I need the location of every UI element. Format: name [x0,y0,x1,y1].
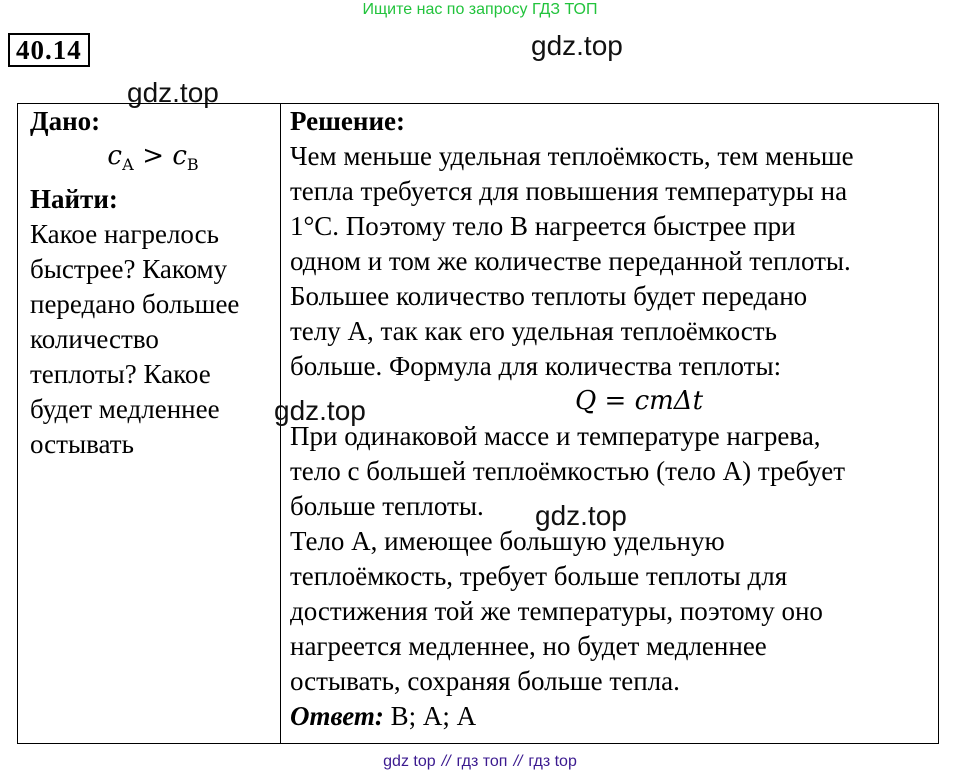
footer-separator: // [441,753,451,770]
heat-formula: Q = cmΔt [574,386,704,416]
given-heading: Дано: [30,106,101,136]
footer-separator: // [513,753,523,770]
top-banner: Ищите нас по запросу ГДЗ ТОП [362,1,598,18]
find-heading: Найти: [30,184,118,215]
given-column [30,104,276,462]
watermark: gdz.top [274,395,366,426]
footer-link[interactable]: гдз топ [456,753,508,770]
answer-text: В; А; А [390,701,477,731]
watermark: gdz.top [535,500,627,531]
footer-link[interactable]: гдз top [528,753,577,770]
solution-table [17,103,939,744]
find-question: Какое нагрелось быстрее? Какому передано большее количество теплоты? Какое будет медленнее остывать [30,219,240,460]
solution-column [290,104,936,734]
solution-paragraph-3: Тело А, имеющее большую удельную теплоёмкость, требует больше теплоты для достижения той же температуры, поэтому оно нагреется медленнее, но будет медленнее остывать, сохраняя больше тепла. [290,526,823,696]
task-number: 40.14 [8,33,90,67]
answer-line [290,699,936,734]
solution-paragraph-2: При одинаковой массе и температуре нагрева, тело с большей теплоёмкостью (тело А) требует больше теплоты. [290,421,846,521]
watermark: gdz.top [531,30,623,61]
given-formula: $c_А > c_В$ [107,141,199,175]
footer-links [0,753,960,771]
solution-paragraph-1: Чем меньше удельная теплоёмкость, тем меньше тепла требуется для повышения температуры на 1°С. Поэтому тело В нагреется быстрее при одном и том же количестве переданной теплоты. Большее количество теплоты будет передано телу А, так как его удельная теплоёмкость больше. Формула для количества теплоты: [290,141,854,381]
solution-heading: Решение: [290,106,405,136]
watermark: gdz.top [127,77,219,108]
answer-label: Ответ: [290,701,384,731]
footer-link[interactable]: gdz top [383,753,436,770]
